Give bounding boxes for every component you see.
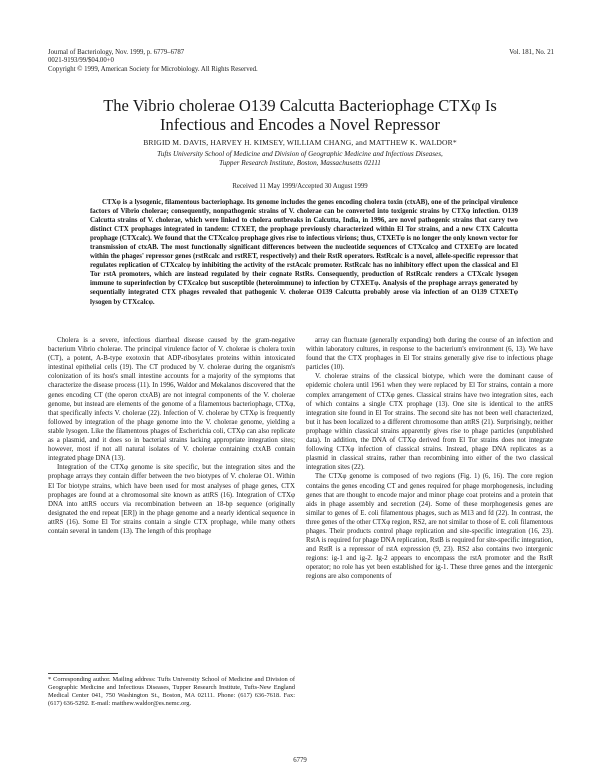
affiliation-line-1: Tufts University School of Medicine and Division of Geographic Medicine and Infectious Diseases, bbox=[157, 150, 443, 158]
body-paragraph: V. cholerae strains of the classical biotype, which were the dominant cause of epidemic cholera until 1961 when they were replaced by El Tor strains, contain a more complex arrangement of CTXφ genes. Classical strains have two integration sites, each of which contains a single CTX prophage (13). One site is identical to the attRS integration site found in El Tor strains. The second site has not been well characterized, but it has been localized to a different chromosome than attRS (21). Surprisingly, neither prophage within classical strains apparently gives rise to phage particles (unpublished data). In addition, the DNA of CTXφ derived from El Tor strains does not integrate following CTXφ infection of classical strains. Instead, phage DNA replicates as a plasmid in classical strains, rather than recombining into either of the two classical integration sites (22). bbox=[306, 373, 553, 472]
corresponding-author-footnote: * Corresponding author. Mailing address: Tufts University School of Medicine and Division of Geographic Medicine and Infectious Diseases, Tupper Research Institute, Tufts-New England Medical Center 041, 750 Washington St., Boston, MA 02111. Phone: (617) 636-7618. Fax: (617) 636-5292. E-mail: matthew.waldor@es.nemc.org. bbox=[48, 676, 295, 708]
issn-line: 0021-9193/99/$04.00+0 bbox=[48, 57, 114, 65]
journal-header bbox=[48, 49, 554, 74]
affiliation bbox=[40, 150, 560, 168]
article-title bbox=[40, 96, 560, 134]
author-list: BRIGID M. DAVIS, HARVEY H. KIMSEY, WILLIAM CHANG, and MATTHEW K. WALDOR* bbox=[143, 138, 457, 147]
abstract bbox=[90, 198, 518, 307]
copyright-line: Copyright © 1999, American Society for Microbiology. All Rights Reserved. bbox=[48, 65, 258, 73]
footnote-divider bbox=[48, 673, 118, 674]
body-paragraph: Integration of the CTXφ genome is site specific, but the integration sites and the prophage arrays they contain differ between the two biotypes of V. cholerae O1. Within El Tor biotype strains, which have been used for most analyses of phage genes, CTX prophages are found at a chromosomal site known as attRS (16). Integration of CTXφ DNA into attRS occurs via recombination between an 18-bp sequence (originally designated the end repeat [ER]) in the phage genome and a nearly identical sequence in attRS (16). Some El Tor strains contain a single CTX prophage, while many others contain several in tandem (13). The length of this prophage bbox=[48, 464, 295, 535]
body-paragraph: array can fluctuate (generally expanding) both during the course of an infection and within laboratory cultures, in response to the bacterium's environment (6, 13). We have found that the CTX prophages in El Tor strains generally give rise to infectious phage particles (10). bbox=[306, 337, 553, 372]
journal-line: Journal of Bacteriology, Nov. 1999, p. 6779–6787 bbox=[48, 49, 185, 56]
page-number: 6779 bbox=[293, 757, 307, 764]
title-line-2: Infectious and Encodes a Novel Repressor bbox=[160, 115, 440, 134]
body-paragraph: Cholera is a severe, infectious diarrheal disease caused by the gram-negative bacterium Vibrio cholerae. The principal virulence factor of V. cholerae is cholera toxin (CT), a potent, A-B-type exotoxin that ADP-ribosylates proteins within intoxicated intestinal epithelial cells (19). The CT produced by V. cholerae during the organism's colonization of its host's small intestine accounts for a majority of the symptoms that characterize the disease process (11). In 1996, Waldor and Mekalanos discovered that the genes encoding CT (the operon ctxAB) are not integral components of the V. cholerae genome, but instead are elements of the genome of a filamentous bacteriophage, CTXφ, that specifically infects V. cholerae (22). Infection of V. cholerae by CTXφ is frequently followed by integration of the phage genome into the V. cholerae genome, yielding a stable lysogen. Like the filamentous phages of Escherichia coli, CTXφ can also replicate as a plasmid, and it does so in bacterial strains lacking appropriate integration sites; however, most if not all natural isolates of V. cholerae containing ctxAB contain integrated phage DNA (13). bbox=[48, 337, 295, 463]
volume-label: Vol. 181, No. 21 bbox=[509, 49, 554, 56]
body-column-left bbox=[48, 336, 295, 536]
body-paragraph: The CTXφ genome is composed of two regions (Fig. 1) (6, 16). The core region contains the genes encoding CT and genes required for phage morphogenesis, including genes that are thought to encode major and minor phage coat proteins and a protein that aids in phage assembly and secretion (24). Some of these morphogenesis genes are similar to genes of E. coli filamentous phages, such as M13 and fd (22). In contrast, the three genes of the other CTXφ region, RS2, are not similar to those of E. coli filamentous phages. Their products control phage replication and site-specific integration (16, 23). RstA is required for phage DNA replication, RstB is required for site-specific integration, and RstR is a repressor of rstA expression (9, 23). RS2 also contains two intergenic regions: ig-1 and ig-2. Ig-2 appears to encompass the rstA promoter and the RstR operator; no role has yet been established for ig-1. These three genes and the intergenic regions are also components of bbox=[306, 473, 553, 581]
affiliation-line-2: Tupper Research Institute, Boston, Massachusetts 02111 bbox=[219, 159, 381, 168]
title-line-1: The Vibrio cholerae O139 Calcutta Bacteriophage CTXφ Is bbox=[103, 96, 497, 115]
abstract-text: CTXφ is a lysogenic, filamentous bacteriophage. Its genome includes the genes encoding cholera toxin (ctxAB), one of the principal virulence factors of Vibrio cholerae; consequently, nonpathogenic strains of V. cholerae can be converted into toxigenic strains by CTXφ infection. O139 Calcutta strains of V. cholerae, which were linked to cholera outbreaks in Calcutta, India, in 1996, are novel pathogenic strains that carry two distinct CTX prophages integrated in tandem: CTXET, the prophage previously characterized within El Tor strains, and a new CTX Calcutta prophage (CTXcalc). We found that the CTXcalcφ prophage gives rise to infectious virions; thus, CTXETφ is no longer the only known vector for transmission of ctxAB. The most functionally significant differences between the nucleotide sequences of CTXcalcφ and CTXETφ are located within the phages' repressor genes (rstRcalc and rstRET, respectively) and their RstR operators. RstRcalc is a novel, allele-specific repressor that regulates replication of CTXcalcφ by inhibiting the activity of the rstAcalc promoter. RstRcalc has no inhibitory effect upon the classical and El Tor rstA promoters, which are instead regulated by their cognate RstRs. Consequently, production of RstRcalc renders a CTXcalc lysogen immune to superinfection by CTXcalcφ but susceptible (heteroimmune) to infection by CTXETφ. Analysis of the prophage arrays generated by sequentially integrated CTX phages revealed that pathogenic V. cholerae O139 Calcutta probably arose via infection of an O139 CTXETφ lysogen by CTXcalcφ. bbox=[90, 199, 518, 306]
body-column-right bbox=[306, 336, 553, 582]
received-dates: Received 11 May 1999/Accepted 30 August 1999 bbox=[232, 183, 368, 190]
